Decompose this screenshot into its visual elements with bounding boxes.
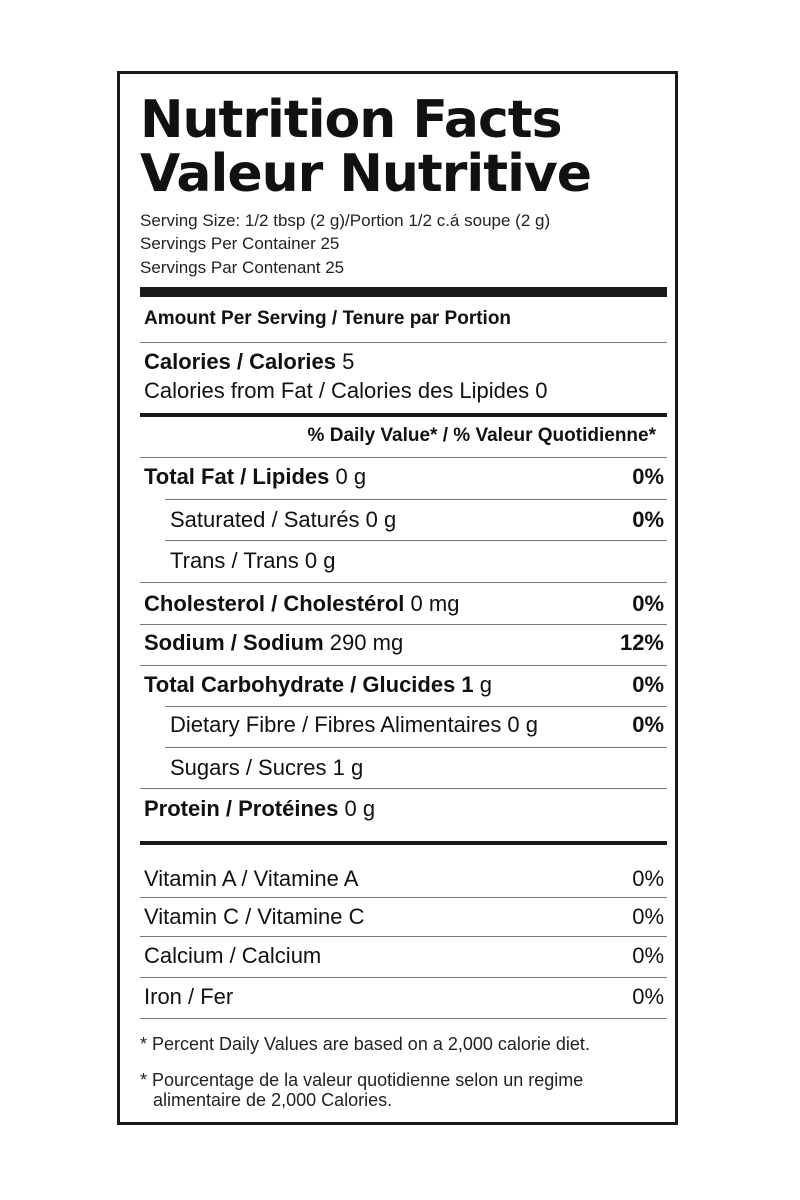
- fibre-row: [170, 712, 664, 738]
- total-fat-amount: 0 g: [335, 464, 367, 489]
- vitamin-dv: 0%: [632, 866, 664, 891]
- protein-label: Protein / Protéines: [144, 796, 339, 821]
- sodium-dv: 12%: [619, 630, 664, 655]
- footnote-english: * Percent Daily Values are based on a 2,000 calorie diet.: [140, 1034, 590, 1054]
- servings-per-container: Servings Per Container 25: [140, 234, 340, 253]
- calories-value: 5: [342, 349, 355, 374]
- divider: [165, 499, 667, 500]
- serving-size: Serving Size: 1/2 tbsp (2 g)/Portion 1/2 c.á soupe (2 g): [140, 211, 551, 230]
- cholesterol-label: Cholesterol / Cholestérol: [144, 591, 405, 616]
- total-fat-row: [144, 464, 664, 490]
- vitamin-row: [144, 984, 664, 1010]
- carbohydrate-dv: 0%: [632, 672, 664, 697]
- sodium-row: [144, 630, 664, 656]
- vitamin-dv: 0%: [632, 943, 664, 968]
- cholesterol-amount: 0 mg: [410, 591, 460, 616]
- trans-label: Trans / Trans 0 g: [170, 548, 336, 573]
- sodium-amount: 290 mg: [329, 630, 404, 655]
- amount-per-serving: Amount Per Serving / Tenure par Portion: [144, 308, 512, 329]
- divider: [140, 897, 667, 898]
- divider: [140, 1018, 667, 1019]
- total-fat-label: Total Fat / Lipides: [144, 464, 330, 489]
- title-french: Valeur Nutritive: [140, 144, 592, 204]
- divider: [165, 540, 667, 541]
- divider: [140, 342, 667, 343]
- protein-amount: 0 g: [344, 796, 376, 821]
- vitamin-label: Vitamin C / Vitamine C: [144, 904, 365, 929]
- divider: [140, 457, 667, 458]
- saturated-row: [170, 507, 664, 533]
- sugars-row: [170, 755, 664, 781]
- divider: [140, 582, 667, 583]
- vitamin-dv: 0%: [632, 984, 664, 1009]
- carbohydrate-amount: g: [479, 672, 493, 697]
- fibre-label: Dietary Fibre / Fibres Alimentaires 0 g: [170, 712, 539, 737]
- thick-divider: [140, 287, 667, 297]
- divider: [165, 706, 667, 707]
- vitamin-row: [144, 943, 664, 969]
- fibre-dv: 0%: [632, 712, 664, 737]
- medium-divider: [140, 413, 667, 417]
- calories-label: Calories / Calories: [144, 349, 336, 374]
- vitamin-label: Vitamin A / Vitamine A: [144, 866, 359, 891]
- sugars-label: Sugars / Sucres 1 g: [170, 755, 364, 780]
- saturated-label: Saturated / Saturés 0 g: [170, 507, 397, 532]
- daily-value-header: % Daily Value* / % Valeur Quotidienne*: [307, 425, 656, 446]
- vitamin-row: [144, 904, 664, 930]
- total-fat-dv: 0%: [632, 464, 664, 489]
- cholesterol-dv: 0%: [632, 591, 664, 616]
- vitamin-dv: 0%: [632, 904, 664, 929]
- divider: [140, 977, 667, 978]
- calories-row: [144, 349, 664, 375]
- calories-from-fat: Calories from Fat / Calories des Lipides 0: [144, 378, 548, 403]
- divider: [165, 747, 667, 748]
- carbohydrate-row: [144, 672, 664, 698]
- servings-par-contenant: Servings Par Contenant 25: [140, 258, 345, 277]
- protein-row: [144, 796, 664, 822]
- saturated-dv: 0%: [632, 507, 664, 532]
- vitamin-label: Iron / Fer: [144, 984, 234, 1009]
- footnote-french-line-1: * Pourcentage de la valeur quotidienne selon un regime: [140, 1070, 584, 1090]
- divider: [140, 665, 667, 666]
- footnote-french-line-2: alimentaire de 2,000 Calories.: [153, 1090, 393, 1110]
- carbohydrate-label: Total Carbohydrate / Glucides 1: [144, 672, 474, 697]
- vitamin-label: Calcium / Calcium: [144, 943, 322, 968]
- divider: [140, 788, 667, 789]
- cholesterol-row: [144, 591, 664, 617]
- vitamin-row: [144, 866, 664, 892]
- title-english: Nutrition Facts: [140, 90, 562, 150]
- divider: [140, 936, 667, 937]
- trans-row: [170, 548, 664, 574]
- sodium-label: Sodium / Sodium: [144, 630, 324, 655]
- divider: [140, 624, 667, 625]
- medium-divider: [140, 841, 667, 845]
- nutrition-facts-panel: [117, 71, 678, 1125]
